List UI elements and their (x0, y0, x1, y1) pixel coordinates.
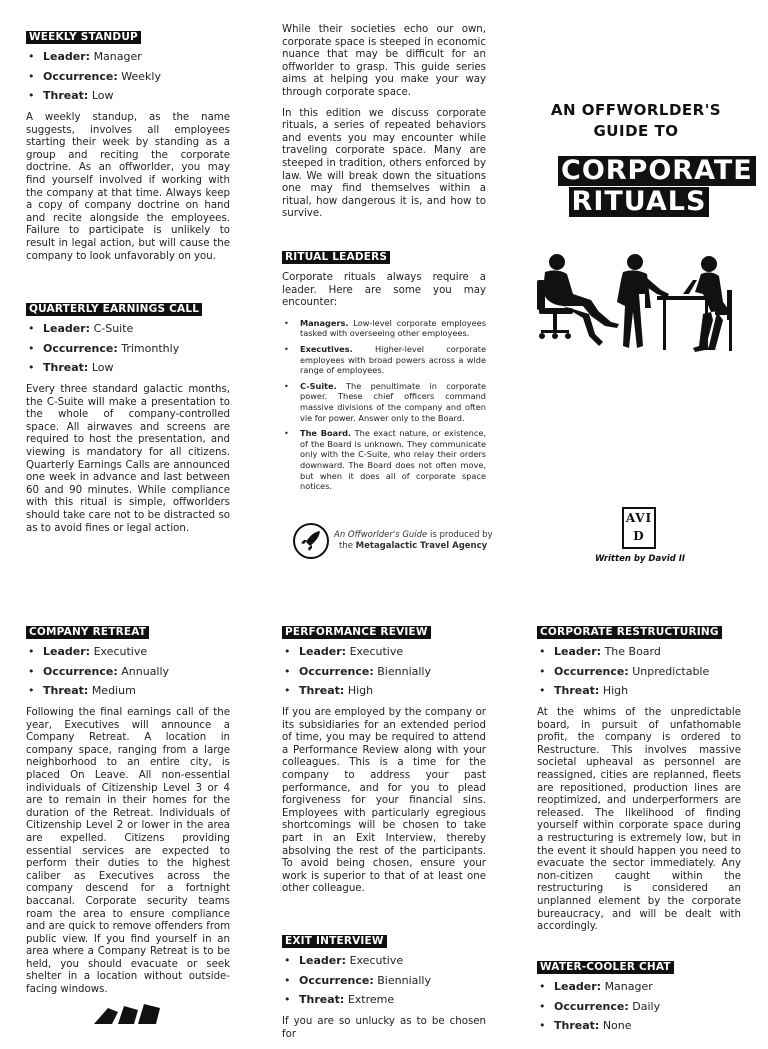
section-body: Following the final earnings call of the year, Executives will announce a Company Retreat. A location in company space, ranging from a large neighborhood to an entire city, is placed On Leave. All non-essential individuals of Citizenship Level 3 or 4 are to remain in their homes for the duration of the Retreat. Individuals of Citizenship Level 2 or lower in the area are expelled. Citizens providing essential services are expected to perform their duties to the highest caliber as Executives across the company descend for a fortnight baccanal. Corporate security teams roam the area to ensure compliance and are quick to remove offenders from public view. If you find yourself in an area where a Company Retreat is to be held, you should evacuate or seek shelter in a location without outside-facing windows. (26, 707, 230, 996)
section-body: If you are so unlucky as to be chosen for (282, 1016, 486, 1040)
section-corporate-restructuring (537, 620, 741, 942)
cover-title-big2: RITUALS (558, 187, 720, 217)
publisher-logo (292, 522, 330, 560)
section-heading: WATER-COOLER CHAT (537, 961, 674, 974)
meta-leader: • Leader: Executive (282, 954, 486, 967)
meta-occurrence: • Occurrence: Unpredictable (537, 665, 741, 678)
section-heading: WEEKLY STANDUP (26, 31, 141, 44)
meta-occurrence: • Occurrence: Trimonthly (26, 342, 230, 355)
intro-paragraph-1: While their societies echo our own, corporate space is steeped in economic nuance that may be difficult for an offworlder to grasp. This guide series aims at helping you make your way through corporate space. (282, 24, 486, 98)
rocket-icon (292, 522, 330, 560)
meta-leader: • Leader: Manager (537, 980, 741, 993)
ritual-meta-list (26, 645, 230, 697)
ritual-meta-list (26, 50, 230, 102)
ritual-meta-list (26, 322, 230, 374)
meta-leader: • Leader: C-Suite (26, 322, 230, 335)
leaders-intro: Corporate rituals always require a leader. Here are some you may encounter: (282, 272, 486, 309)
section-weekly-standup (26, 25, 230, 271)
ritual-meta-list (282, 954, 486, 1006)
meta-leader: • Leader: Executive (26, 645, 230, 658)
seated-person-icon (537, 254, 619, 346)
publisher-credit: An Offworlder's Guide is produced by the Metagalactic Travel Agency (334, 530, 493, 551)
section-body: At the whims of the unpredictable board, in pursuit of unfathomable profit, the company is ordered to Restructure. This involves massive societal upheaval as personnel are reassigned, cities are replanned, fleets are repositioned, production lines are reoptimized, and underperformers are released. The likelihood of finding yourself within corporate space during a restructuring is extremely low, but in the event it should happen you need to evacuate the sector immediately. Any non-citizen caught within the restructuring is considered an unplanned element by the corporate bureaucracy, and will be dealt with accordingly. (537, 707, 741, 933)
intro-section (282, 24, 486, 229)
section-exit-interview (282, 929, 486, 1049)
author-logo: AVID (622, 507, 656, 549)
meta-occurrence: • Occurrence: Daily (537, 1000, 741, 1013)
meeting-silhouette-illustration (533, 250, 743, 354)
ritual-meta-list (537, 980, 741, 1032)
leader-managers: • Managers. Low-level corporate employees tasked with overseeing other employees. (282, 318, 486, 339)
meta-occurrence: • Occurrence: Annually (26, 665, 230, 678)
meta-threat: • Threat: Low (26, 89, 230, 102)
section-body: Every three standard galactic months, the C-Suite will make a presentation to the whole of company-controlled space. All airwaves and screens are required to host the presentation, and viewing is mandatory for all citizens. Quarterly Earnings Calls are announced one week in advance and last between 60 and 90 minutes. While compliance with this ritual is simple, offworlders should take care not to be distracted so as to avoid fines or legal action. (26, 384, 230, 534)
section-performance-review (282, 620, 486, 904)
meta-threat: • Threat: Medium (26, 684, 230, 697)
section-heading: RITUAL LEADERS (282, 251, 390, 264)
cover-title-line1: AN OFFWORLDER'S (550, 101, 722, 119)
meta-occurrence: • Occurrence: Weekly (26, 70, 230, 83)
leaders-list (282, 318, 486, 492)
meta-occurrence: • Occurrence: Biennially (282, 974, 486, 987)
decorative-blocks-graphic (88, 1004, 168, 1024)
section-water-cooler-chat (537, 955, 741, 1042)
seated-woman-icon (693, 256, 732, 352)
meta-threat: • Threat: Low (26, 361, 230, 374)
cover-title-big1: CORPORATE (558, 156, 720, 186)
meta-threat: • Threat: High (537, 684, 741, 697)
meta-occurrence: • Occurrence: Biennially (282, 665, 486, 678)
meta-leader: • Leader: Executive (282, 645, 486, 658)
section-heading: CORPORATE RESTRUCTURING (537, 626, 722, 639)
standing-person-icon (617, 254, 669, 348)
meta-leader: • Leader: The Board (537, 645, 741, 658)
section-heading: QUARTERLY EARNINGS CALL (26, 303, 202, 316)
section-body: If you are employed by the company or its subsidiaries for an extended period of time, you may be required to attend a Performance Review along with your colleagues. This is a time for the company to address your past performance, and for you to plead forgiveness for your financial sins. Employees with particularly egregious shortcomings will be chosen to take part in an Exit Interview, thereby absolving the rest of the participants. To avoid being chosen, ensure your work is superior to that of at least one other colleague. (282, 707, 486, 895)
section-company-retreat (26, 620, 230, 1005)
cover-title-line2: GUIDE TO (593, 122, 679, 140)
leader-the-board: • The Board. The exact nature, or existence, of the Board is unknown. They communicate only with the C-Suite, who relay their orders downward. The Board does not often move, but when it does all of corporate space notices. (282, 428, 486, 492)
section-heading: EXIT INTERVIEW (282, 935, 387, 948)
leader-c-suite: • C-Suite. The penultimate in corporate power. These chief officers command massive divisions of the company and often vie for power. Answer only to the Board. (282, 381, 486, 423)
meta-threat: • Threat: High (282, 684, 486, 697)
section-heading: COMPANY RETREAT (26, 626, 149, 639)
ritual-meta-list (282, 645, 486, 697)
intro-paragraph-2: In this edition we discuss corporate rituals, a series of repeated behaviors and events you may encounter while traveling corporate space. Many are steeped in tradition, others enforced by law. We will break down the situations one may find themselves within a ritual, how dangerous it is, and how to survive. (282, 107, 486, 220)
ritual-meta-list (537, 645, 741, 697)
section-quarterly-earnings-call (26, 297, 230, 543)
author-credit: Written by David II (594, 554, 686, 564)
meta-leader: • Leader: Manager (26, 50, 230, 63)
meta-threat: • Threat: Extreme (282, 993, 486, 1006)
section-ritual-leaders (282, 245, 486, 497)
section-body: A weekly standup, as the name suggests, involves all employees starting their week by standing as a group and reciting the corporate doctrine. As an offworlder, you may find yourself involved if working with the company at that time. Always keep a copy of company doctrine on hand and recite alongside the employees. Failure to participate is unlikely to result in legal action, but will cause the company to look unfavorably on you. (26, 112, 230, 262)
meta-threat: • Threat: None (537, 1019, 741, 1032)
leader-executives: • Executives. Higher-level corporate employees with broad powers across a wide range of employees. (282, 344, 486, 376)
section-heading: PERFORMANCE REVIEW (282, 626, 431, 639)
